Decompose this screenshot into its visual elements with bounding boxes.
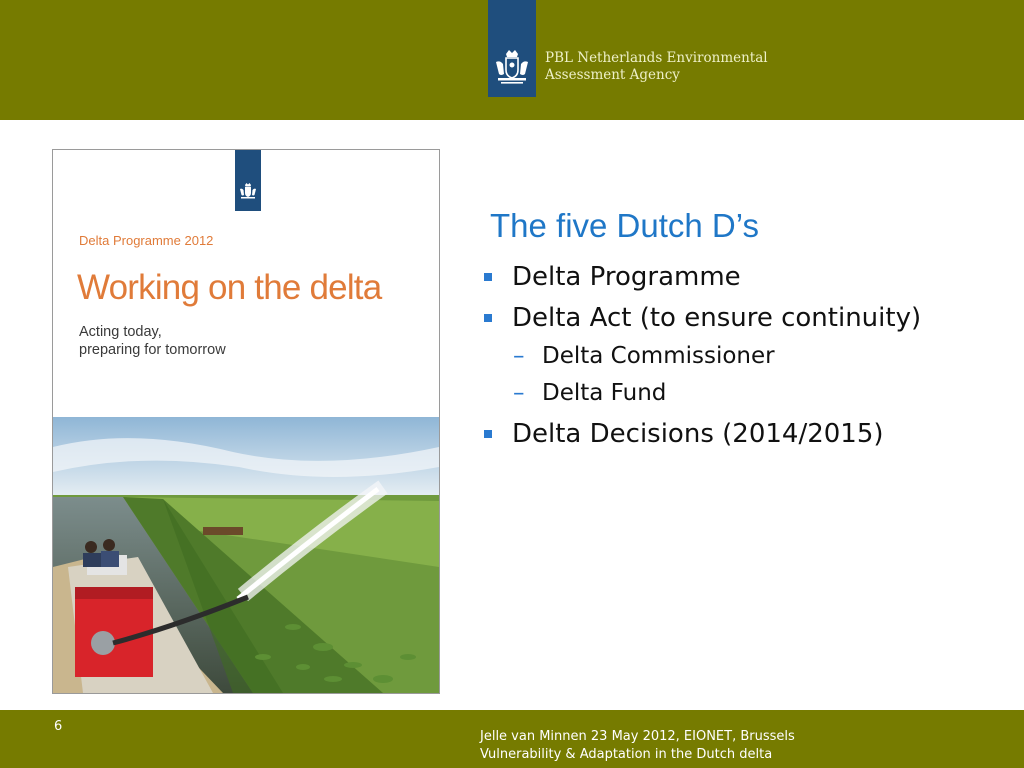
- cover-title: Working on the delta: [77, 268, 382, 307]
- org-name-line1: PBL Netherlands Environmental: [545, 50, 768, 66]
- cover-series-label: Delta Programme 2012: [79, 233, 214, 248]
- sub-bullet-dash: –: [513, 380, 525, 406]
- report-cover-image: [52, 149, 440, 694]
- bullet-text: Delta Act (to ensure continuity): [512, 303, 922, 333]
- footer-line1: Jelle van Minnen 23 May 2012, EIONET, Brussels: [480, 729, 795, 744]
- bullet-item: [480, 303, 921, 333]
- bullet-text: Delta Decisions (2014/2015): [512, 419, 884, 449]
- bullet-item: [480, 419, 884, 449]
- bullet-square-icon: [484, 314, 492, 322]
- sub-bullet-item: [513, 380, 666, 406]
- cover-photo-boat-canal: [53, 417, 439, 693]
- cover-logo-tab: [235, 150, 261, 211]
- bullet-square-icon: [484, 430, 492, 438]
- org-name-line2: Assessment Agency: [545, 67, 680, 83]
- cover-subtitle-line2: preparing for tomorrow: [79, 342, 226, 358]
- sub-bullet-text: Delta Commissioner: [542, 343, 775, 369]
- government-logo: [488, 0, 536, 97]
- sub-bullet-text: Delta Fund: [542, 380, 667, 406]
- bullet-text: Delta Programme: [512, 262, 741, 292]
- coat-of-arms-icon: [238, 182, 258, 202]
- sub-bullet-dash: –: [513, 343, 525, 369]
- cover-subtitle: [79, 323, 339, 359]
- footer-text: [480, 728, 1000, 764]
- organization-name: [545, 50, 805, 84]
- cover-subtitle-line1: Acting today,: [79, 324, 162, 340]
- footer-line2: Vulnerability & Adaptation in the Dutch delta: [480, 747, 773, 762]
- page-number: 6: [54, 719, 63, 734]
- slide-title: The five Dutch D’s: [490, 207, 759, 244]
- bullet-square-icon: [484, 273, 492, 281]
- bullet-item: [480, 262, 741, 292]
- sub-bullet-item: [513, 343, 775, 369]
- coat-of-arms-icon: [492, 48, 532, 88]
